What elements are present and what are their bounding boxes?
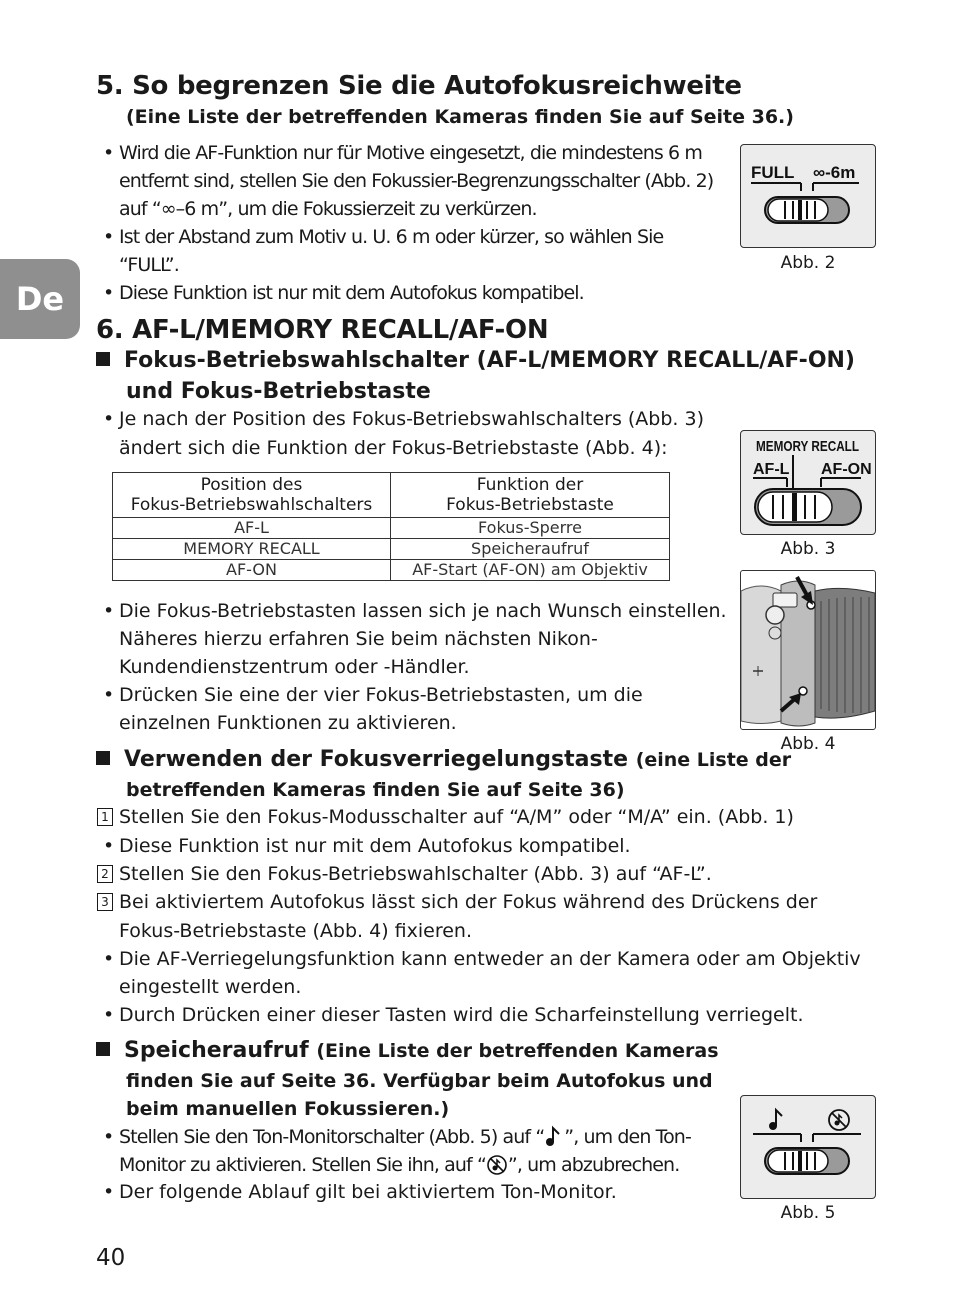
- table-header-function: Funktion der Fokus-Betriebstaste: [391, 473, 670, 518]
- sound-off-icon: [486, 1154, 508, 1176]
- square-bullet-icon: [96, 1042, 110, 1056]
- memory-title-line-3: beim manuellen Fokussieren.): [126, 1098, 450, 1120]
- figure-3-focus-function-switch: [740, 430, 876, 535]
- fig3-label-af-l: AF-L: [753, 461, 790, 478]
- step-number-2: 2: [97, 865, 113, 883]
- focus-function-table: [112, 472, 670, 581]
- table-cell: AF-Start (AF-ON) am Objektiv: [391, 560, 670, 581]
- figure-2-caption: Abb. 2: [780, 253, 836, 273]
- table-cell: MEMORY RECALL: [113, 539, 391, 560]
- s6-after-line-4: • Drücken Sie eine der vier Fokus-Betriebstasten, um die: [103, 684, 643, 706]
- s5-line-2: entfernt sind, stellen Sie den Fokussier-Begrenzungsschalter (Abb. 2): [119, 170, 714, 192]
- s5-line-4: • Ist der Abstand zum Motiv u. U. 6 m oder kürzer, so wählen Sie: [103, 226, 664, 248]
- lock-step-1: 1 Stellen Sie den Fokus-Modusschalter auf “A/M” oder “M/A” ein. (Abb. 1): [119, 803, 794, 831]
- memory-line-2: Monitor zu aktivieren. Stellen Sie ihn, auf “ ”, um abzubrechen.: [119, 1154, 680, 1176]
- square-bullet-icon: [96, 751, 110, 765]
- lock-step-2: 2 Stellen Sie den Fokus-Betriebswahlschalter (Abb. 3) auf “AF-L”.: [119, 860, 712, 888]
- lens-illustration: [741, 571, 875, 729]
- figure-2-focus-limit-switch: [740, 144, 876, 248]
- s6-intro-line-1: • Je nach der Position des Fokus-Betriebswahlschalters (Abb. 3): [103, 408, 704, 430]
- fig2-label-limit: ∞-6m: [813, 163, 856, 182]
- s5-line-5: “FULL”.: [119, 254, 179, 276]
- focus-limit-switch-illustration: [741, 145, 875, 247]
- fig3-label-af-on: AF-ON: [821, 461, 872, 478]
- memory-line-1: • Stellen Sie den Ton-Monitorschalter (Abb. 5) auf “ ”, um den Ton-: [103, 1126, 691, 1148]
- focus-function-switch-illustration: [741, 431, 875, 534]
- table-cell: AF-L: [113, 518, 391, 539]
- table-cell: Fokus-Sperre: [391, 518, 670, 539]
- memory-line-3: • Der folgende Ablauf gilt bei aktiviertem Ton-Monitor.: [103, 1181, 617, 1203]
- s5-line-1: • Wird die AF-Funktion nur für Motive eingesetzt, die mindestens 6 m: [103, 142, 702, 164]
- figure-4-lens-focus-buttons: [740, 570, 876, 730]
- page-number: 40: [96, 1245, 126, 1271]
- music-note-icon: [769, 1110, 782, 1130]
- lock-step-3-cont: Fokus-Betriebstaste (Abb. 4) fixieren.: [119, 920, 472, 942]
- s6-after-line-2: Näheres hierzu erfahren Sie beim nächsten Nikon-: [119, 628, 598, 650]
- figure-5-caption: Abb. 5: [780, 1203, 836, 1223]
- s6-intro-line-2: ändert sich die Funktion der Fokus-Betriebstaste (Abb. 4):: [119, 437, 668, 459]
- fig3-label-memory-recall: MEMORY RECALL: [756, 438, 859, 455]
- figure-4-caption: Abb. 4: [780, 734, 836, 754]
- music-note-icon: [544, 1125, 564, 1147]
- s6-after-line-5: einzelnen Funktionen zu aktivieren.: [119, 712, 457, 734]
- focus-lock-title-line-1: Verwenden der Fokusverriegelungstaste (eine Liste der: [96, 747, 791, 772]
- section-6-title: 6. AF-L/MEMORY RECALL/AF-ON: [96, 315, 549, 345]
- memory-title-line-1: Speicheraufruf (Eine Liste der betreffenden Kameras: [96, 1038, 719, 1063]
- lock-note-2-cont: eingestellt werden.: [119, 976, 302, 998]
- table-cell: Speicheraufruf: [391, 539, 670, 560]
- table-row: [113, 539, 670, 560]
- lock-note-1: • Diese Funktion ist nur mit dem Autofokus kompatibel.: [103, 835, 631, 857]
- fig2-label-full: FULL: [751, 163, 795, 182]
- lock-note-2: • Die AF-Verriegelungsfunktion kann entweder an der Kamera oder am Objektiv: [103, 948, 861, 970]
- step-number-1: 1: [97, 808, 113, 826]
- memory-title-line-2: finden Sie auf Seite 36. Verfügbar beim Autofokus und: [126, 1070, 713, 1092]
- table-cell: AF-ON: [113, 560, 391, 581]
- section-5-title: 5. So begrenzen Sie die Autofokusreichweite: [96, 71, 742, 101]
- table-row: [113, 560, 670, 581]
- sound-off-icon: [829, 1110, 849, 1130]
- table-header-position: Position des Fokus-Betriebswahlschalters: [113, 473, 391, 518]
- section-5-subtitle: (Eine Liste der betreffenden Kameras finden Sie auf Seite 36.): [126, 106, 794, 128]
- table-header-row: [113, 473, 670, 518]
- figure-5-sound-monitor-switch: [740, 1095, 876, 1199]
- figure-3-caption: Abb. 3: [780, 539, 836, 559]
- table-row: [113, 518, 670, 539]
- language-tab: De: [0, 259, 80, 339]
- s6-after-line-1: • Die Fokus-Betriebstasten lassen sich je nach Wunsch einstellen.: [103, 600, 727, 622]
- step-number-3: 3: [97, 893, 113, 911]
- focus-lock-title-line-2: betreffenden Kameras finden Sie auf Seite 36): [126, 779, 625, 801]
- square-bullet-icon: [96, 352, 110, 366]
- s6-after-line-3: Kundendienstzentrum oder -Händler.: [119, 656, 470, 678]
- lock-step-3: 3 Bei aktiviertem Autofokus lässt sich der Fokus während des Drückens der: [119, 888, 817, 916]
- sound-monitor-switch-illustration: [741, 1096, 875, 1198]
- section-6-subtitle-line-2: und Fokus-Betriebstaste: [126, 379, 431, 404]
- lock-note-3: • Durch Drücken einer dieser Tasten wird die Scharfeinstellung verriegelt.: [103, 1004, 804, 1026]
- s5-line-6: • Diese Funktion ist nur mit dem Autofokus kompatibel.: [103, 282, 584, 304]
- s5-line-3: auf “∞–6 m”, um die Fokussierzeit zu verkürzen.: [119, 198, 537, 220]
- section-6-subtitle-line-1: Fokus-Betriebswahlschalter (AF-L/MEMORY RECALL/AF-ON): [96, 348, 855, 373]
